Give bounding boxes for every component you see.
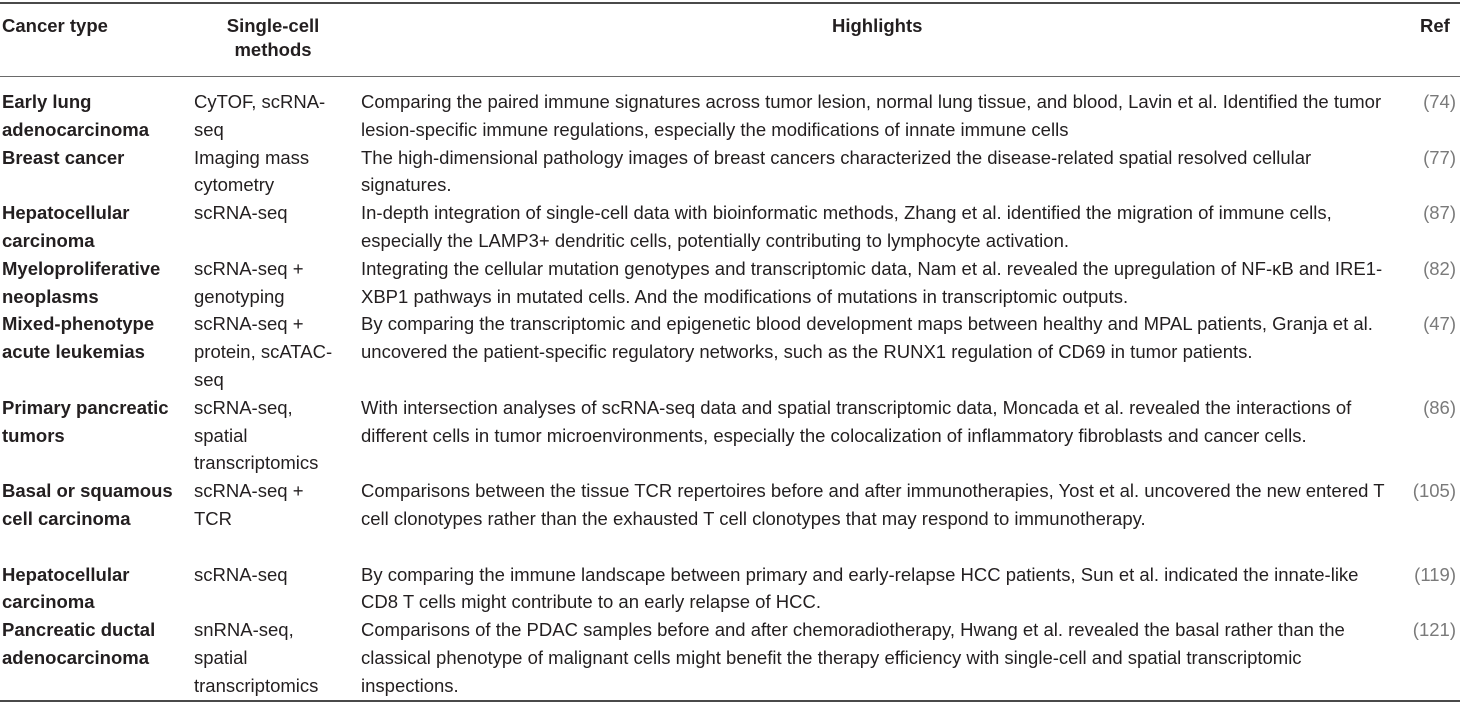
ref-link[interactable]: (87) bbox=[1423, 202, 1456, 224]
methods-cell: scRNA-seq bbox=[194, 563, 288, 585]
highlights-cell: By comparing the transcriptomic and epigenetic blood development maps between healthy and MPAL patients, Granja et al. uncovered the patient-specific regulatory networks, such as the RUNX1 regulation of CD69 in tumor patients. bbox=[361, 313, 1373, 363]
methods-cell: scRNA-seq + protein, scATAC-seq bbox=[194, 313, 333, 390]
table-row bbox=[0, 88, 1460, 144]
table-row bbox=[0, 394, 1460, 477]
methods-cell: CyTOF, scRNA-seq bbox=[194, 91, 326, 140]
highlights-cell: Comparing the paired immune signatures across tumor lesion, normal lung tissue, and blood, Lavin et al. Identified the tumor lesion-specific immune regulations, especially the modifications of innate immune cells bbox=[361, 91, 1382, 140]
table-body bbox=[0, 88, 1460, 700]
cancer-type-cell: Myeloproliferative neoplasms bbox=[2, 257, 161, 307]
table-top-rule bbox=[0, 2, 1460, 4]
ref-link[interactable]: (121) bbox=[1412, 619, 1456, 641]
header-single-cell-methods: Single-cell methods bbox=[226, 15, 320, 60]
highlights-cell: Integrating the cellular mutation genotypes and transcriptomic data, Nam et al. revealed the upregulation of NF-κB and IRE1-XBP1 pathways in mutated cells. And the modifications of mutations in transcriptomic outputs. bbox=[361, 257, 1383, 307]
table-row bbox=[0, 199, 1460, 255]
methods-cell: scRNA-seq + genotyping bbox=[194, 257, 304, 307]
ref-link[interactable]: (77) bbox=[1423, 146, 1456, 168]
cancer-type-cell: Hepatocellular carcinoma bbox=[2, 202, 130, 251]
methods-cell: snRNA-seq, spatial transcriptomics bbox=[194, 619, 319, 696]
header-cancer-type: Cancer type bbox=[2, 15, 108, 36]
cancer-type-cell: Breast cancer bbox=[2, 146, 125, 168]
ref-link[interactable]: (105) bbox=[1412, 480, 1456, 502]
highlights-cell: Comparisons of the PDAC samples before and after chemoradiotherapy, Hwang et al. revealed the basal rather than the classical phenotype of malignant cells might benefit the therapy efficiency with single-cell and spatial transcriptomic inspections. bbox=[361, 619, 1345, 696]
methods-cell: scRNA-seq + TCR bbox=[194, 480, 304, 529]
table-header-rule bbox=[0, 76, 1460, 77]
table-row bbox=[0, 255, 1460, 311]
methods-cell: scRNA-seq, spatial transcriptomics bbox=[194, 396, 319, 474]
highlights-cell: By comparing the immune landscape between primary and early-relapse HCC patients, Sun et al. indicated the innate-like CD8 T cells might contribute to an early relapse of HCC. bbox=[361, 563, 1359, 613]
highlights-cell: With intersection analyses of scRNA-seq data and spatial transcriptomic data, Moncada et al. revealed the interactions of different cells in tumor microenvironments, especially the colocalization of inflammatory fibroblasts and cancer cells. bbox=[361, 396, 1352, 446]
header-ref: Ref bbox=[1420, 15, 1450, 36]
ref-link[interactable]: (86) bbox=[1423, 396, 1456, 418]
table-bottom-rule bbox=[0, 700, 1460, 702]
table-row bbox=[0, 310, 1460, 393]
table-row bbox=[0, 477, 1460, 560]
ref-link[interactable]: (47) bbox=[1423, 313, 1456, 335]
ref-link[interactable]: (119) bbox=[1414, 563, 1456, 585]
cancer-type-cell: Primary pancreatic tumors bbox=[2, 396, 169, 446]
table-row bbox=[0, 616, 1460, 699]
ref-link[interactable]: (74) bbox=[1423, 91, 1456, 112]
highlights-cell: Comparisons between the tissue TCR repertoires before and after immunotherapies, Yost et al. uncovered the new entered T cell clonotypes rather than the exhausted T cell clonotypes that may respond to immunotherapy. bbox=[361, 480, 1385, 529]
highlights-cell: In-depth integration of single-cell data with bioinformatic methods, Zhang et al. identified the migration of immune cells, especially the LAMP3+ dendritic cells, potentially contributing to lymphocyte activation. bbox=[361, 202, 1332, 251]
header-highlights: Highlights bbox=[832, 15, 923, 36]
ref-link[interactable]: (82) bbox=[1423, 257, 1456, 279]
methods-cell: scRNA-seq bbox=[194, 202, 288, 224]
table-row bbox=[0, 561, 1460, 617]
cancer-type-cell: Hepatocellular carcinoma bbox=[2, 563, 130, 613]
cancer-type-cell: Basal or squamous cell carcinoma bbox=[2, 480, 173, 529]
highlights-cell: The high-dimensional pathology images of breast cancers characterized the disease-related spatial resolved cellular signatures. bbox=[361, 146, 1312, 196]
cancer-type-cell: Mixed-phenotype acute leukemias bbox=[2, 313, 155, 363]
cancer-type-cell: Early lung adenocarcinoma bbox=[2, 91, 150, 140]
cancer-type-cell: Pancreatic ductal adenocarcinoma bbox=[2, 619, 156, 668]
methods-cell: Imaging mass cytometry bbox=[194, 146, 310, 196]
table-row bbox=[0, 144, 1460, 200]
